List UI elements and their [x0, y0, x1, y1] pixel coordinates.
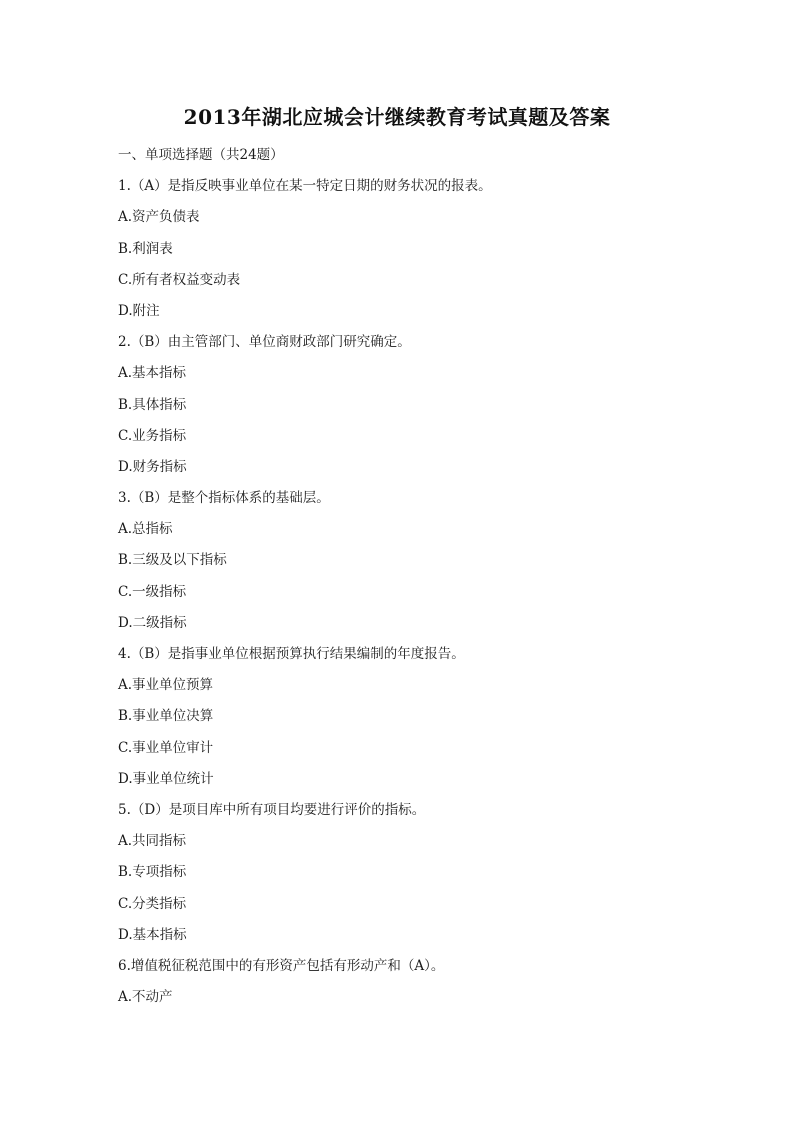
answer-option: B.具体指标 — [118, 396, 187, 413]
question-stem: 2.（B）由主管部门、单位商财政部门研究确定。 — [118, 334, 411, 351]
section-heading: 一、单项选择题（共24题） — [118, 147, 284, 163]
document-body — [118, 140, 698, 1013]
answer-option: C.事业单位审计 — [118, 739, 214, 756]
answer-option: C.业务指标 — [118, 427, 187, 444]
answer-option: A.基本指标 — [118, 365, 187, 382]
answer-option: B.专项指标 — [118, 864, 187, 881]
answer-option: A.资产负债表 — [118, 209, 200, 226]
question-stem: 4.（B）是指事业单位根据预算执行结果编制的年度报告。 — [118, 646, 465, 662]
answer-option: A.总指标 — [118, 521, 173, 538]
answer-option: D.基本指标 — [118, 926, 187, 943]
answer-option: D.财务指标 — [118, 458, 187, 475]
answer-option: A.共同指标 — [118, 833, 187, 850]
page-title: 2013年湖北应城会计继续教育考试真题及答案 — [183, 105, 611, 129]
answer-option: B.事业单位决算 — [118, 708, 214, 725]
answer-option: D.附注 — [118, 302, 160, 319]
answer-option: A.不动产 — [118, 989, 173, 1006]
question-stem: 5.（D）是项目库中所有项目均要进行评价的指标。 — [118, 801, 426, 818]
answer-option: C.所有者权益变动表 — [118, 271, 241, 288]
answer-option: C.一级指标 — [118, 583, 187, 600]
question-stem: 3.（B）是整个指标体系的基础层。 — [118, 490, 330, 507]
answer-option: C.分类指标 — [118, 895, 187, 912]
question-stem: 6.增值税征税范围中的有形资产包括有形动产和（A）。 — [118, 957, 445, 974]
answer-option: B.三级及以下指标 — [118, 552, 227, 569]
answer-option: A.事业单位预算 — [118, 677, 214, 694]
question-stem: 1.（A）是指反映事业单位在某一特定日期的财务状况的报表。 — [118, 178, 492, 195]
answer-option: D.二级指标 — [118, 614, 187, 631]
answer-option: B.利润表 — [118, 240, 173, 257]
answer-option: D.事业单位统计 — [118, 770, 214, 787]
